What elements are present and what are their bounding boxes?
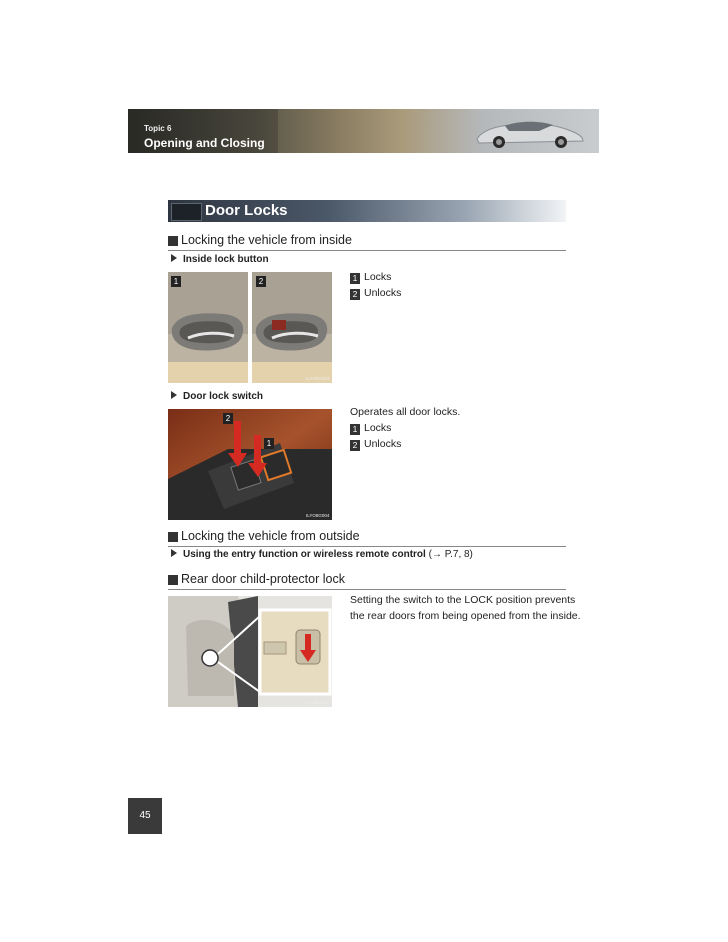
photo-callout-1: 1	[171, 276, 181, 287]
photo-code: ILYO8A006	[306, 700, 329, 705]
photo-callout-2: 2	[256, 276, 266, 287]
triangle-bullet-icon	[171, 391, 177, 399]
section-heading-child-lock: Rear door child-protector lock	[168, 572, 566, 590]
lock-switch-illustration	[168, 409, 332, 520]
legend-intro: Operates all door locks.	[350, 406, 461, 418]
child-protector-lock-photo	[168, 596, 332, 707]
legend-item: 2 Unlocks	[350, 436, 460, 452]
child-lock-illustration	[168, 596, 332, 707]
subheading-door-lock-switch: Door lock switch	[171, 391, 263, 402]
heading-square-icon	[168, 575, 178, 585]
title-block-icon	[171, 203, 202, 221]
legend-inside-lock	[350, 269, 401, 301]
legend-door-lock-switch	[350, 404, 460, 452]
heading-square-icon	[168, 532, 178, 542]
section-heading-outside: Locking the vehicle from outside	[168, 529, 566, 547]
photo-callout-1: 1	[264, 438, 274, 449]
legend-item: 1 Locks	[350, 269, 401, 285]
heading-square-icon	[168, 236, 178, 246]
inside-lock-button-photo	[168, 272, 332, 383]
subheading-inside-lock-button: Inside lock button	[171, 254, 269, 265]
child-lock-description: Setting the switch to the LOCK position prevents the rear doors from being opened from the inside.	[350, 594, 581, 622]
page-reference: (→ P.7, 8)	[428, 549, 473, 560]
triangle-bullet-icon	[171, 254, 177, 262]
page-title: Door Locks	[205, 202, 288, 219]
photo-callout-2: 2	[223, 413, 233, 424]
topic-number: Topic 6	[144, 124, 172, 133]
door-handle-illustration	[168, 272, 332, 383]
photo-code: ILYO8G003	[306, 376, 330, 381]
section-heading-inside: Locking the vehicle from inside	[168, 233, 566, 251]
topic-header-banner	[128, 109, 599, 153]
legend-item: 2 Unlocks	[350, 285, 401, 301]
car-image	[469, 113, 589, 149]
page-number: 45	[128, 798, 162, 834]
triangle-bullet-icon	[171, 549, 177, 557]
subheading-entry-function: Using the entry function or wireless remote control (→ P.7, 8)	[171, 549, 473, 560]
topic-title: Opening and Closing	[144, 136, 265, 150]
legend-item: 1 Locks	[350, 420, 460, 436]
door-lock-switch-photo	[168, 409, 332, 520]
page-title-bar	[168, 200, 566, 222]
photo-code: ILYO8G004	[306, 513, 330, 518]
